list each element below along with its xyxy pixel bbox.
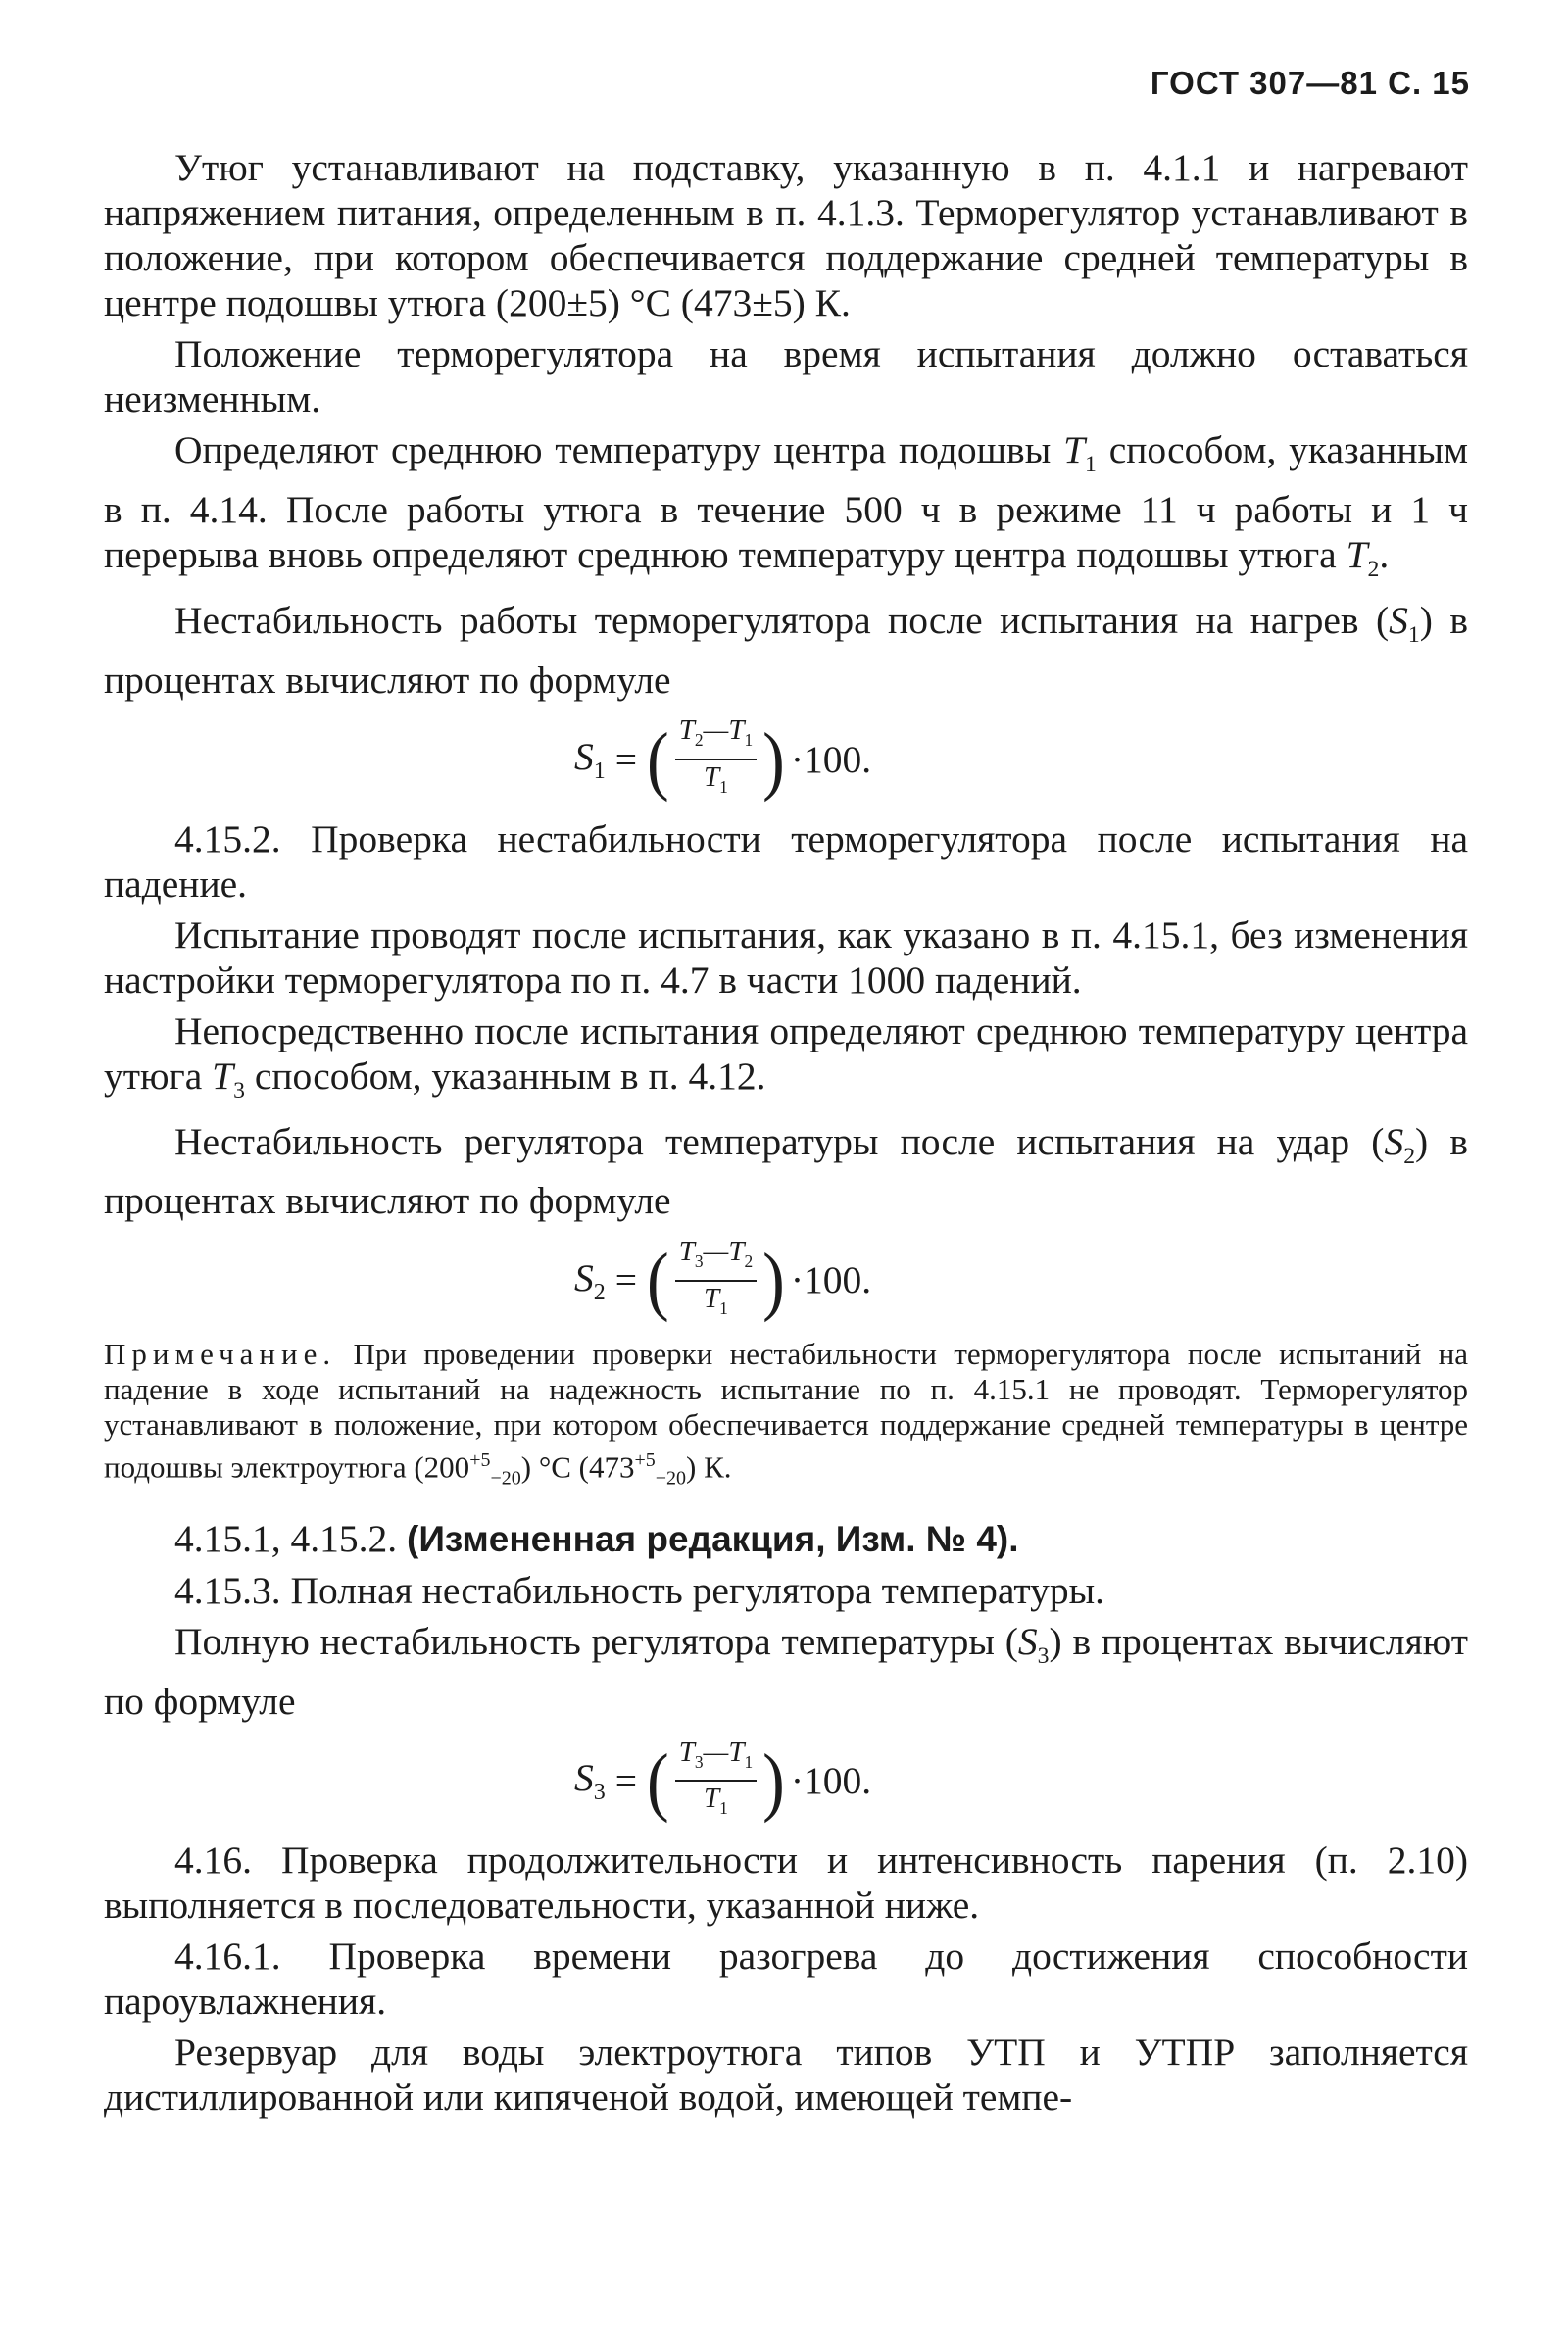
paragraph: Нестабильность регулятора температуры после испытания на удар $(S_2)$ в процентах вычисляют по формуле: [104, 1119, 1468, 1223]
formula-s3: $S_3$ = ( $\frac{T_3—T_1}{T_1}$ ) ·100.: [574, 1736, 872, 1824]
note: Примечание. При проведении проверки нестабильности терморегулятора после испытаний на падение в ходе испытаний на надежность испытание по п. 4.15.1 не проводят. Терморегулятор устанавливают в положение, при котором обеспечивается поддержание средней температуры в центре подошвы электроутюга $(200^{+5}_{-20})$ °С $(473^{+5}_{-20})$ К.: [104, 1337, 1468, 1490]
paragraph: 4.15.2. Проверка нестабильности терморегулятора после испытания на падение.: [104, 816, 1468, 905]
formula-s1: $S_1$ = ( $\frac{T_2—T_1}{T_1}$ ) ·100.: [574, 714, 872, 803]
paragraph: 4.15.1, 4.15.2. (Измененная редакция, Изм. № 4).: [174, 1516, 1019, 1560]
paragraph: 4.15.3. Полная нестабильность регулятора температуры.: [174, 1568, 1105, 1612]
paragraph: Определяют среднюю температуру центра подошвы $T_1$ способом, указанным в п. 4.14. После работы утюга в течение 500 ч в режиме 11 ч работы и 1 ч перерыва вновь определяют среднюю температуру центра подошвы утюга $T_2$.: [104, 428, 1468, 582]
paragraph: Непосредственно после испытания определяют среднюю температуру центра утюга $T_3$ способом, указанным в п. 4.12.: [104, 1008, 1468, 1103]
paragraph: Резервуар для воды электроутюга типов УТП и УТПР заполняется дистиллированной или кипяченой водой, имеющей темпе-: [104, 2030, 1468, 2119]
paragraph: Полную нестабильность регулятора температуры $(S_3)$ в процентах вычисляют по формуле: [104, 1619, 1469, 1723]
paragraph: Испытание проводят после испытания, как указано в п. 4.15.1, без изменения настройки терморегулятора по п. 4.7 в части 1000 падений.: [104, 912, 1468, 1002]
paragraph: 4.16.1. Проверка времени разогрева до достижения способности пароувлажнения.: [104, 1933, 1468, 2023]
formula-s2: $S_2$ = ( $\frac{T_3—T_2}{T_1}$ ) ·100.: [574, 1236, 872, 1324]
page-header: ГОСТ 307—81 С. 15: [1150, 65, 1470, 101]
paragraph: 4.16. Проверка продолжительности и интенсивность парения (п. 2.10) выполняется в последовательности, указанной ниже.: [104, 1837, 1468, 1927]
paragraph: Нестабильность работы терморегулятора после испытания на нагрев $(S_1)$ в процентах вычисляют по формуле: [104, 598, 1468, 702]
document-body: [104, 145, 1468, 2120]
paragraph: Положение терморегулятора на время испытания должно оставаться неизменным.: [104, 332, 1468, 420]
amendment-note: (Измененная редакция, Изм. № 4).: [407, 1518, 1019, 1559]
paragraph: Утюг устанавливают на подставку, указанную в п. 4.1.1 и нагревают напряжением питания, определенным в п. 4.1.3. Терморегулятор устанавливают в положение, при котором обеспечивается поддержание средней температуры в центре подошвы утюга (200±5) °С (473±5) К.: [104, 146, 1468, 324]
